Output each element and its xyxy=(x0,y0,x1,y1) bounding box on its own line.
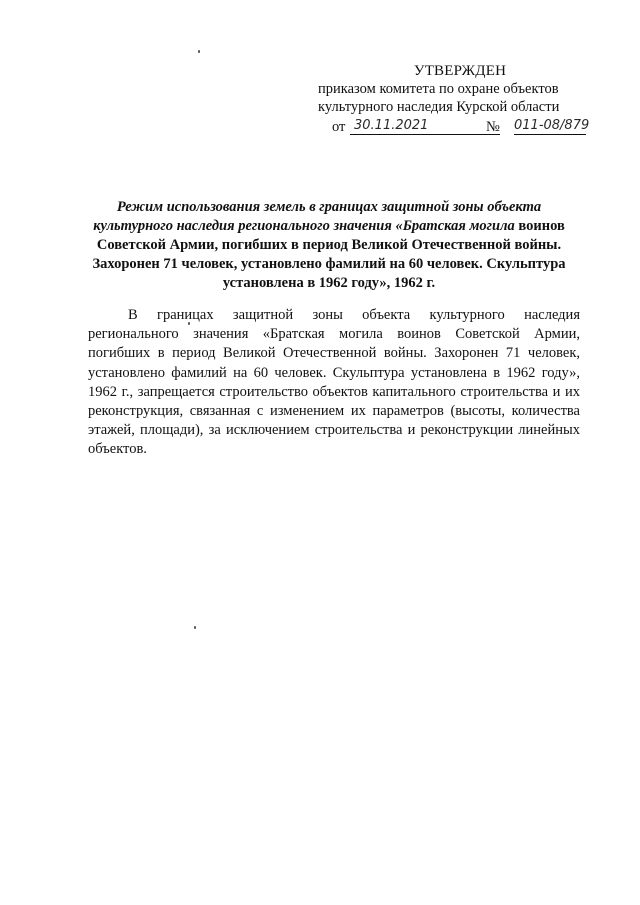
handwritten-date: 30.11.2021 xyxy=(354,118,429,133)
document-title-italic: Режим использования земель в границах защитной зоны объекта культурного наследия регионального значения «Братская могила xyxy=(93,199,542,234)
approval-block xyxy=(318,62,588,140)
date-prefix: от xyxy=(332,119,346,135)
approval-title: УТВЕРЖДЕН xyxy=(413,63,507,79)
approval-line-1: приказом комитета по охране объектов xyxy=(318,81,559,97)
scan-speck xyxy=(198,50,200,53)
number-prefix: № xyxy=(486,119,500,135)
approval-line-2: культурного наследия Курской области xyxy=(318,99,560,115)
document-title xyxy=(80,198,578,293)
approval-date-number-row xyxy=(318,118,588,140)
handwritten-number: 011-08/879 xyxy=(514,118,590,133)
document-title-rest: воинов Советской Армии, погибших в период Великой Отечественной войны. Захоронен 71 человек, установлено фамилий на 60 человек. Скульптура установлена в 1962 году», 1962 г. xyxy=(92,218,566,291)
body-paragraph: В границах защитной зоны объекта культурного наследия регионального значения «Братская могила воинов Советской Армии, погибших в период Великой Отечественной войны. Захоронен 71 человек, установлено фамилий на 60 человек. Скульптура установлена в 1962 году», 1962 г., запрещается строительство объектов капитального строительства и их реконструкция, связанная с изменением их параметров (высоты, количества этажей, площади), за исключением строительства и реконструкции линейных объектов. xyxy=(88,307,580,458)
scan-speck xyxy=(194,626,196,629)
